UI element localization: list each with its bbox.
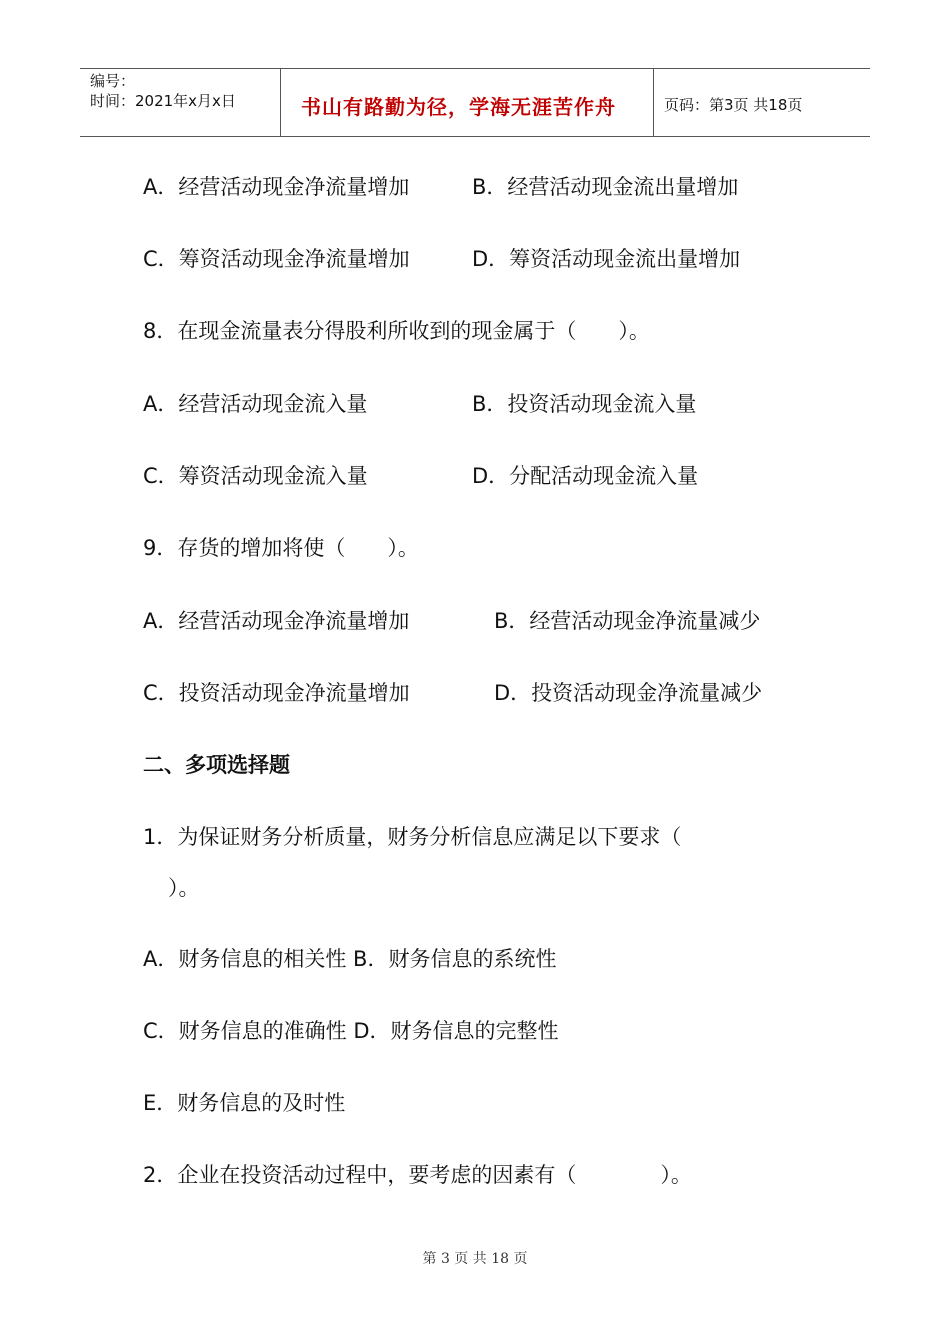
q8-option-c: C．筹资活动现金流入量 — [143, 464, 368, 488]
header-info-cell — [80, 69, 281, 136]
q7-option-a: A．经营活动现金净流量增加 — [143, 175, 410, 199]
header-motto-cell — [281, 69, 654, 136]
header-page-number: 页码：第3页 共18页 — [664, 96, 803, 114]
document-number-label: 编号： — [90, 72, 136, 90]
header-page-cell — [654, 69, 870, 136]
m1-options-a-b: A．财务信息的相关性 B．财务信息的系统性 — [143, 947, 557, 971]
q8-option-b: B．投资活动现金流入量 — [472, 392, 697, 416]
q9-option-b: B．经营活动现金净流量减少 — [494, 609, 761, 633]
q8-option-d: D．分配活动现金流入量 — [472, 464, 699, 488]
q9-option-c: C．投资活动现金净流量增加 — [143, 681, 410, 705]
page-footer: 第 3 页 共 18 页 — [422, 1251, 528, 1267]
multi-question-1: 1．为保证财务分析质量，财务分析信息应满足以下要求（ — [143, 825, 682, 849]
q9-option-d: D．投资活动现金净流量减少 — [494, 681, 763, 705]
question-8: 8．在现金流量表分得股利所收到的现金属于（ ）。 — [143, 319, 650, 343]
q7-option-b: B．经营活动现金流出量增加 — [472, 175, 739, 199]
m1-options-c-d: C．财务信息的准确性 D．财务信息的完整性 — [143, 1019, 559, 1043]
question-9: 9．存货的增加将使（ ）。 — [143, 536, 419, 560]
document-time-label: 时间：2021年x月x日 — [90, 92, 236, 110]
q9-option-a: A．经营活动现金净流量增加 — [143, 609, 410, 633]
page-header — [80, 68, 870, 137]
q7-option-d: D．筹资活动现金流出量增加 — [472, 247, 741, 271]
section-heading-multiple-choice: 二、多项选择题 — [143, 753, 290, 777]
header-motto: 书山有路勤为径，学海无涯苦作舟 — [301, 95, 616, 119]
m1-option-e: E．财务信息的及时性 — [143, 1091, 346, 1115]
q7-option-c: C．筹资活动现金净流量增加 — [143, 247, 410, 271]
multi-question-1-continuation: ）。 — [168, 876, 200, 900]
multi-question-2: 2．企业在投资活动过程中，要考虑的因素有（ ）。 — [143, 1163, 692, 1187]
q8-option-a: A．经营活动现金流入量 — [143, 392, 368, 416]
